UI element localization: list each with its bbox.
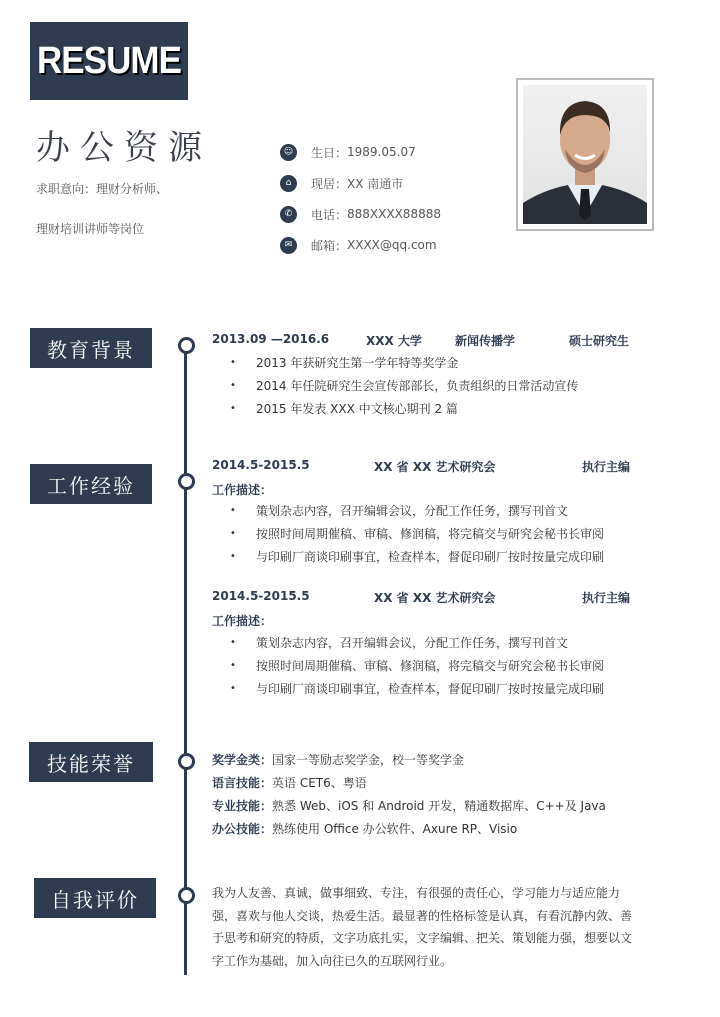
bullet-icon: • [230,357,236,368]
timeline-node-education [178,337,195,354]
timeline-line [184,345,187,975]
job-org: XX 省 XX 艺术研究会 [374,460,496,474]
info-label: 生日： [311,145,348,160]
list-item: • 2014 年任院研究生会宣传部部长，负责组织的日常活动宣传 [230,379,579,393]
list-item: • 按照时间周期催稿、审稿、修润稿，将完稿交与研究会秘书长审阅 [230,659,605,673]
info-location [280,173,403,193]
job-header [212,589,652,607]
bullet-icon: • [230,380,236,391]
info-label: 电话： [311,207,348,222]
phone-icon: ✆ [280,206,297,223]
timeline-node-work [178,473,195,490]
candidate-name: 办公资源 [36,128,212,168]
info-value: XX 南通市 [347,176,404,191]
section-title-education: 教育背景 [30,328,152,368]
info-value: 888XXXX88888 [347,207,441,221]
timeline-node-skills [178,753,195,770]
skill-row: 专业技能：熟悉 Web、iOS 和 Android 开发，精通数据库、C++及 Java [212,799,606,813]
bullet-icon: • [230,637,236,648]
job-desc-label: 工作描述： [212,483,273,497]
info-value: 1989.05.07 [347,145,416,159]
list-item: • 策划杂志内容，召开编辑会议，分配工作任务，撰写刊首文 [230,504,569,518]
skill-row: 办公技能：熟练使用 Office 办公软件、Axure RP、Visio [212,822,518,836]
list-item: • 与印刷厂商谈印刷事宜，检查样本，督促印刷厂按时按量完成印刷 [230,682,605,696]
section-title-skills: 技能荣誉 [29,742,153,782]
list-item: • 与印刷厂商谈印刷事宜，检查样本，督促印刷厂按时按量完成印刷 [230,550,605,564]
info-label: 邮箱： [311,238,348,253]
photo-frame [516,78,654,231]
list-item: • 策划杂志内容，召开编辑会议，分配工作任务，撰写刊首文 [230,636,569,650]
info-birthday [280,142,416,162]
info-label: 现居： [311,176,348,191]
education-major: 新闻传播学 [455,334,516,348]
skill-row: 语言技能：英语 CET6、粤语 [212,776,367,790]
job-role: 执行主编 [582,460,631,474]
timeline-node-self-eval [178,887,195,904]
education-degree: 硕士研究生 [569,334,630,348]
education-school: XXX 大学 [366,334,422,348]
bullet-icon: • [230,551,236,562]
job-objective-line1: 求职意向：理财分析师、 [36,182,169,196]
bullet-icon: • [230,528,236,539]
education-list [230,351,578,420]
job-period: 2014.5-2015.5 [212,589,310,603]
job-role: 执行主编 [582,591,631,605]
education-period: 2013.09 —2016.6 [212,332,330,346]
job-desc-list [230,499,604,568]
home-icon: ⌂ [280,175,297,192]
list-item: • 2013 年获研究生第一学年特等奖学金 [230,356,459,370]
job-period: 2014.5-2015.5 [212,458,310,472]
birthday-icon: ☺ [280,144,297,161]
list-item: • 按照时间周期催稿、审稿、修润稿，将完稿交与研究会秘书长审阅 [230,527,605,541]
job-org: XX 省 XX 艺术研究会 [374,591,496,605]
info-value: XXXX@qq.com [347,238,437,252]
resume-badge-text: RESUME [36,40,182,82]
list-item: • 2015 年发表 XXX 中文核心期刊 2 篇 [230,402,458,416]
section-title-work: 工作经验 [30,464,152,504]
bullet-icon: • [230,683,236,694]
bullet-icon: • [230,403,236,414]
email-icon: ✉ [280,237,297,254]
info-phone [280,204,441,224]
job-desc-list [230,631,604,700]
job-desc-label: 工作描述： [212,614,273,628]
job-header [212,458,652,476]
info-email [280,235,437,255]
self-eval-text: 我为人友善、真诚，做事细致、专注，有很强的责任心，学习能力与适应能力强，喜欢与他人交谈，热爱生活。最显著的性格标签是认真，有看沉静内敛、善于思考和研究的特质，文字功底扎实，文字编辑、把关、策划能力强，想要以文字工作为基础，加入向往已久的互联网行业。 [212,886,633,968]
profile-photo [523,85,647,224]
bullet-icon: • [230,660,236,671]
skill-row: 奖学金类：国家一等励志奖学金，校一等奖学金 [212,753,465,767]
job-objective-line2: 理财培训讲师等岗位 [36,222,145,236]
section-title-self-eval: 自我评价 [34,878,156,918]
bullet-icon: • [230,505,236,516]
education-header [212,332,652,350]
